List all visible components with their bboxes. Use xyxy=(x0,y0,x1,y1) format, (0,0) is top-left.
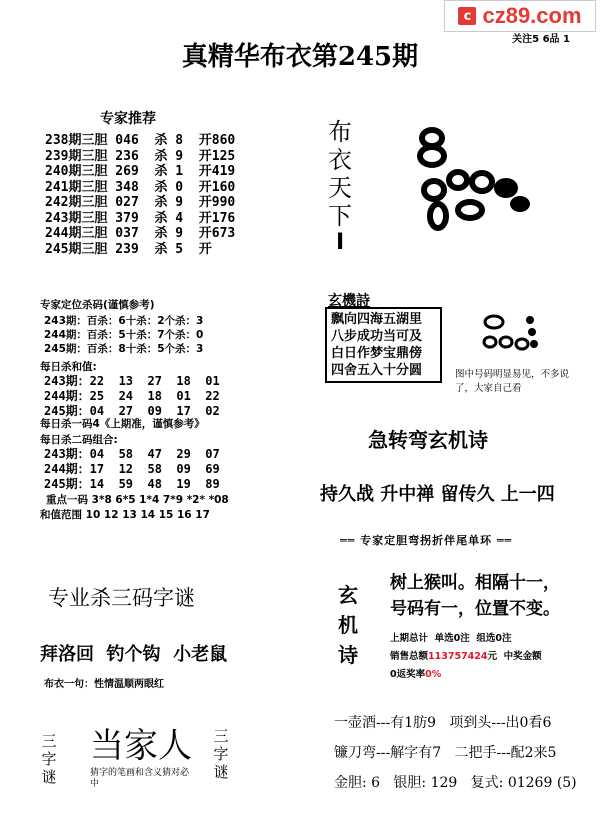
jizhuan-bar-text: 专家定胆弯拐折伴尾单环 xyxy=(360,534,493,547)
position-row: 245期：百杀：8十杀：5个杀：3 xyxy=(44,343,204,355)
poem-box xyxy=(325,307,442,383)
expert-row: 245期三胆 239 杀 5 开 xyxy=(45,241,212,257)
combo-list xyxy=(44,447,220,492)
expert-title: 专家推荐 xyxy=(100,111,156,127)
bottom-line-1: 一壶酒---有1肪9 项到头---出0看6 xyxy=(334,715,552,731)
return-line xyxy=(390,666,441,680)
xuanji-vertical-text: 玄机诗 xyxy=(338,583,358,667)
return-label: 0返奖率 xyxy=(390,669,426,680)
expert-list xyxy=(45,133,235,257)
poem-title: 玄機詩 xyxy=(328,293,370,309)
xuanji-text-2: 号码有一，位置不变。 xyxy=(390,599,560,619)
jizhuan-line: 持久战 升中禅 留传久 上一四 xyxy=(320,484,555,505)
xuanji-text-1: 树上猴叫。相隔十一， xyxy=(390,573,560,593)
sum-title: 每日杀和值: xyxy=(40,361,97,373)
position-list xyxy=(44,314,203,356)
kill-one-text: 每日杀一码4《上期准，谨慎参考》 xyxy=(40,418,205,430)
bottom-line-3: 金胆: 6 银胆: 129 复式: 01269 (5) xyxy=(334,775,577,791)
combo-row: 245期：14 59 48 19 89 xyxy=(44,477,220,491)
riddle-left-label: 三字谜 xyxy=(41,732,57,786)
bottom-line-2: 镰刀弯---解字有7 二把手---配2来5 xyxy=(334,745,557,761)
expert-row: 238期三胆 046 杀 8 开860 xyxy=(45,133,236,148)
expert-row: 242期三胆 027 杀 9 开990 xyxy=(45,195,236,210)
expert-row: 243期三胆 379 杀 4 开176 xyxy=(45,210,236,226)
sales-unit: 元 中奖金额 xyxy=(487,651,542,662)
buyi-vertical-text: 布衣天下 xyxy=(328,118,352,230)
return-value: 0% xyxy=(425,669,442,680)
expert-row: 239期三胆 236 杀 9 开125 xyxy=(45,148,236,164)
poem-line: 白日作梦宝鼎傍 xyxy=(331,346,423,361)
sales-label: 销售总额 xyxy=(390,651,429,662)
poem-line: 八步成功当可及 xyxy=(331,329,423,344)
jizhuan-title: 急转弯玄机诗 xyxy=(368,428,488,452)
bar-left-rule: ══ xyxy=(340,534,356,547)
sum-row: 243期：22 13 27 18 01 xyxy=(44,374,220,388)
poem-line: 飘向四海五湖里 xyxy=(331,312,423,327)
riddle-words: 拜洛回 钓个钩 小老鼠 xyxy=(40,644,228,665)
jizhuan-bar xyxy=(340,532,512,548)
riddle-center-word: 当家人 xyxy=(90,726,192,766)
sum-row: 245期：04 27 09 17 02 xyxy=(44,404,220,418)
riddle-subline: 布衣一句：性情温顺两眼红 xyxy=(44,679,164,690)
site-logo-icon: c xyxy=(458,7,476,25)
sum-row: 244期：25 24 18 01 22 xyxy=(44,389,220,403)
follow-text: 关注5 6品 1 xyxy=(512,34,570,45)
riddle-right-label: 三字谜 xyxy=(213,727,229,781)
riddle-center-note: 猜字的笔画和含义猜对必中 xyxy=(90,768,190,789)
site-watermark xyxy=(444,0,596,32)
combo-row: 244期：17 12 58 09 69 xyxy=(44,462,220,476)
number-figure xyxy=(410,120,540,240)
position-row: 243期：百杀：6十杀：2个杀：3 xyxy=(44,315,204,327)
position-title: 专家定位杀码(谨慎参考) xyxy=(40,299,155,311)
expert-row: 240期三胆 269 杀 1 开419 xyxy=(45,164,236,179)
sum-range-text: 和值范围 10 12 13 14 15 16 17 xyxy=(40,509,210,521)
site-name: cz89.com xyxy=(482,3,582,28)
last-total-text: 上期总计 单选0注 组选0注 xyxy=(390,633,512,644)
combo-title: 每日杀二码组合: xyxy=(40,434,118,446)
picture-note: 图中号码明显易见，不多说了，大家自己看 xyxy=(455,369,570,394)
poem-line: 四舍五入十分圆 xyxy=(331,363,423,378)
sales-line xyxy=(390,648,542,662)
sales-value: 113757424 xyxy=(428,651,488,662)
buyi-mark: I xyxy=(336,230,345,255)
riddle-title: 专业杀三码字谜 xyxy=(48,586,195,610)
bar-right-rule: ══ xyxy=(496,534,513,547)
small-figure xyxy=(478,306,548,356)
page-title: 真精华布衣第245期 xyxy=(181,42,419,72)
sum-list xyxy=(44,374,220,419)
expert-row: 244期三胆 037 杀 9 开673 xyxy=(45,226,236,241)
expert-row: 241期三胆 348 杀 0 开160 xyxy=(45,179,236,195)
combo-row: 243期：04 58 47 29 07 xyxy=(44,447,220,461)
position-row: 244期：百杀：5十杀：7个杀：0 xyxy=(44,329,204,341)
key-one-text: 重点一码 3*8 6*5 1*4 7*9 *2* *08 xyxy=(46,494,229,506)
